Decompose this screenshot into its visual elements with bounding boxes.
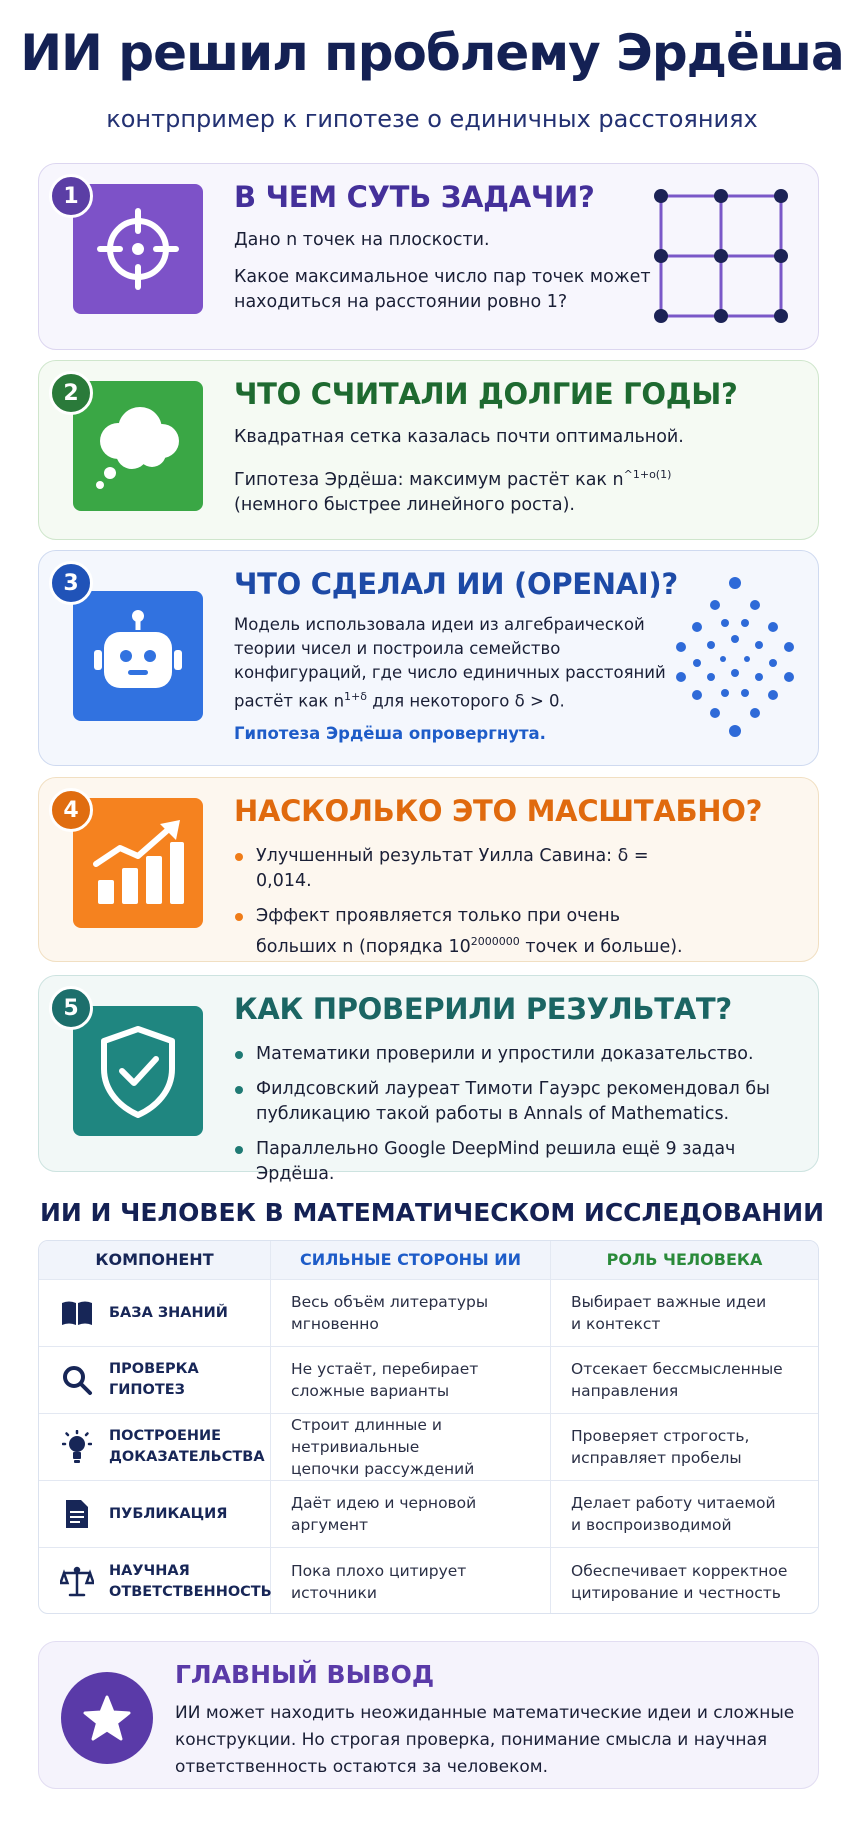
cell-line: цитирование и честность [571, 1583, 781, 1602]
component-name [109, 1426, 265, 1468]
cell-line: Пока плохо цитирует [291, 1561, 467, 1580]
human-role-cell [551, 1414, 818, 1480]
ai-strength-cell [271, 1548, 551, 1614]
human-role-cell [551, 1280, 818, 1346]
cell-line: Даёт идею и черновой [291, 1494, 477, 1512]
robot-icon [73, 591, 203, 721]
bullet-text-part: точек и больше). [519, 936, 683, 957]
growth-chart-icon [73, 798, 203, 928]
card-heading: ЧТО СЧИТАЛИ ДОЛГИЕ ГОДЫ? [234, 377, 738, 411]
step-number-badge: 5 [49, 986, 93, 1030]
human-role-cell [551, 1347, 818, 1413]
conclusion-card [38, 1641, 819, 1789]
lightbulb-icon [59, 1429, 95, 1465]
component-cell [39, 1280, 271, 1346]
table-row [39, 1547, 818, 1614]
card-text-part: (немного быстрее линейного роста). [234, 494, 575, 515]
cell-line: Не устаёт, перебирает [291, 1360, 479, 1378]
cell-line: Весь объём литературы [291, 1293, 489, 1311]
card-history [38, 360, 819, 540]
cell-line: и контекст [571, 1315, 661, 1333]
card-text [234, 613, 674, 714]
page-title: ИИ решил проблему Эрдёша [20, 24, 844, 82]
ai-strength-cell [271, 1280, 551, 1346]
cell-line: аргумент [291, 1516, 369, 1534]
table-row [39, 1480, 818, 1547]
cell-line: источники [291, 1583, 377, 1602]
cell-line: сложные варианты [291, 1382, 450, 1400]
component-cell [39, 1347, 271, 1413]
exponent: 1+δ [344, 690, 367, 703]
table-header-row [39, 1241, 818, 1279]
thought-cloud-icon [73, 381, 203, 511]
card-scale [38, 777, 819, 962]
component-name [109, 1303, 228, 1324]
cell-line: цепочки рассуждений [291, 1460, 475, 1478]
card-text: Какое максимальное число пар точек может находиться на расстоянии ровно 1? [234, 267, 651, 312]
ai-strength-cell [271, 1481, 551, 1547]
cell-line: исправляет пробелы [571, 1449, 742, 1467]
step-number-badge: 1 [49, 174, 93, 218]
cell-line: мгновенно [291, 1315, 379, 1333]
conclusion-title: ГЛАВНЫЙ ВЫВОД [175, 1660, 435, 1689]
ai-strength-cell [271, 1414, 551, 1480]
card-text-part: Модель использовала идеи из алгебраической теории чисел и построила семейство конфигураций, где число единичных расстояний растёт как n [234, 615, 666, 711]
star-icon [61, 1672, 153, 1764]
unit-grid-icon [651, 186, 791, 326]
document-icon [59, 1496, 95, 1532]
cell-line: Строит длинные и нетривиальные [291, 1416, 442, 1456]
cell-line: Делает работу читаемой [571, 1494, 776, 1512]
bullet-item: Параллельно Google DeepMind решила ещё 9 задач Эрдёша. [234, 1137, 804, 1187]
component-line: ГИПОТЕЗ [109, 1382, 185, 1398]
step-number-badge: 2 [49, 371, 93, 415]
card-heading: НАСКОЛЬКО ЭТО МАСШТАБНО? [234, 794, 763, 828]
component-name [109, 1359, 199, 1401]
bullet-text-part: Эффект проявляется только при очень больших n (порядка 10 [256, 906, 621, 957]
component-name [109, 1504, 227, 1525]
cell-line: и воспроизводимой [571, 1516, 732, 1534]
crosshair-icon [73, 184, 203, 314]
component-name [109, 1561, 272, 1603]
scales-icon [59, 1564, 95, 1600]
cell-line: Проверяет строгость, [571, 1427, 750, 1445]
book-icon [59, 1295, 95, 1331]
step-number-badge: 4 [49, 788, 93, 832]
shield-check-icon [73, 1006, 203, 1136]
table-row [39, 1279, 818, 1346]
component-cell [39, 1548, 271, 1614]
conclusion-note: Гипотеза Эрдёша опровергнута. [234, 723, 546, 743]
cell-line: Выбирает важные идеи [571, 1293, 767, 1311]
table-row [39, 1413, 818, 1480]
bullet-item: Филдсовский лауреат Тимоти Гауэрс рекомендовал бы публикацию такой работы в Annals of Mathematics. [234, 1077, 804, 1127]
table-row [39, 1346, 818, 1413]
component-line: НАУЧНАЯ [109, 1562, 190, 1579]
exponent: 2000000 [470, 935, 520, 948]
component-cell [39, 1414, 271, 1480]
component-line: ПУБЛИКАЦИЯ [109, 1505, 228, 1522]
card-text: Дано n точек на плоскости. [234, 230, 490, 250]
cell-line: Отсекает бессмысленные [571, 1360, 783, 1378]
human-role-cell [551, 1548, 818, 1614]
step-number-badge: 3 [49, 561, 93, 605]
card-heading: ЧТО СДЕЛАЛ ИИ (OPENAI)? [234, 567, 678, 601]
cell-line: Обеспечивает корректное [571, 1561, 788, 1580]
conclusion-text: ИИ может находить неожиданные математические идеи и сложные конструкции. Но строгая проверка, понимание смысла и научная ответственность остаются за человеком. [175, 1703, 795, 1777]
card-text [234, 462, 794, 518]
magnifier-icon [59, 1362, 95, 1398]
bullet-item [234, 904, 704, 960]
dot-pattern-icon [675, 577, 795, 737]
card-heading: В ЧЕМ СУТЬ ЗАДАЧИ? [234, 180, 595, 214]
component-line: ДОКАЗАТЕЛЬСТВА [109, 1449, 265, 1465]
card-problem [38, 163, 819, 350]
card-ai-result [38, 550, 819, 766]
component-line: ПОСТРОЕНИЕ [109, 1428, 222, 1444]
comparison-table [38, 1240, 819, 1614]
card-text: Квадратная сетка казалась почти оптимальной. [234, 427, 684, 447]
bullet-item: Математики проверили и упростили доказательство. [234, 1042, 804, 1067]
page-subtitle: контрпример к гипотезе о единичных расстояниях [106, 105, 758, 133]
component-line: ПРОВЕРКА [109, 1361, 199, 1377]
component-line: ОТВЕТСТВЕННОСТЬ [109, 1583, 272, 1600]
cell-line: направления [571, 1382, 679, 1400]
column-header: СИЛЬНЫЕ СТОРОНЫ ИИ [271, 1241, 551, 1279]
bullet-item: Улучшенный результат Уилла Савина: δ = 0,014. [234, 844, 704, 894]
column-header: РОЛЬ ЧЕЛОВЕКА [606, 1250, 763, 1269]
card-text-part: для некоторого δ > 0. [372, 691, 565, 711]
card-verification [38, 975, 819, 1184]
human-role-cell [551, 1481, 818, 1547]
card-text-part: Гипотеза Эрдёша: максимум растёт как n [234, 469, 624, 490]
ai-strength-cell [271, 1347, 551, 1413]
component-cell [39, 1481, 271, 1547]
component-line: БАЗА ЗНАНИЙ [109, 1304, 228, 1321]
column-header: КОМПОНЕНТ [39, 1241, 271, 1279]
table-title: ИИ И ЧЕЛОВЕК В МАТЕМАТИЧЕСКОМ ИССЛЕДОВАНИИ [39, 1198, 825, 1227]
exponent: ^1+o(1) [623, 468, 672, 481]
card-heading: КАК ПРОВЕРИЛИ РЕЗУЛЬТАТ? [234, 992, 732, 1026]
